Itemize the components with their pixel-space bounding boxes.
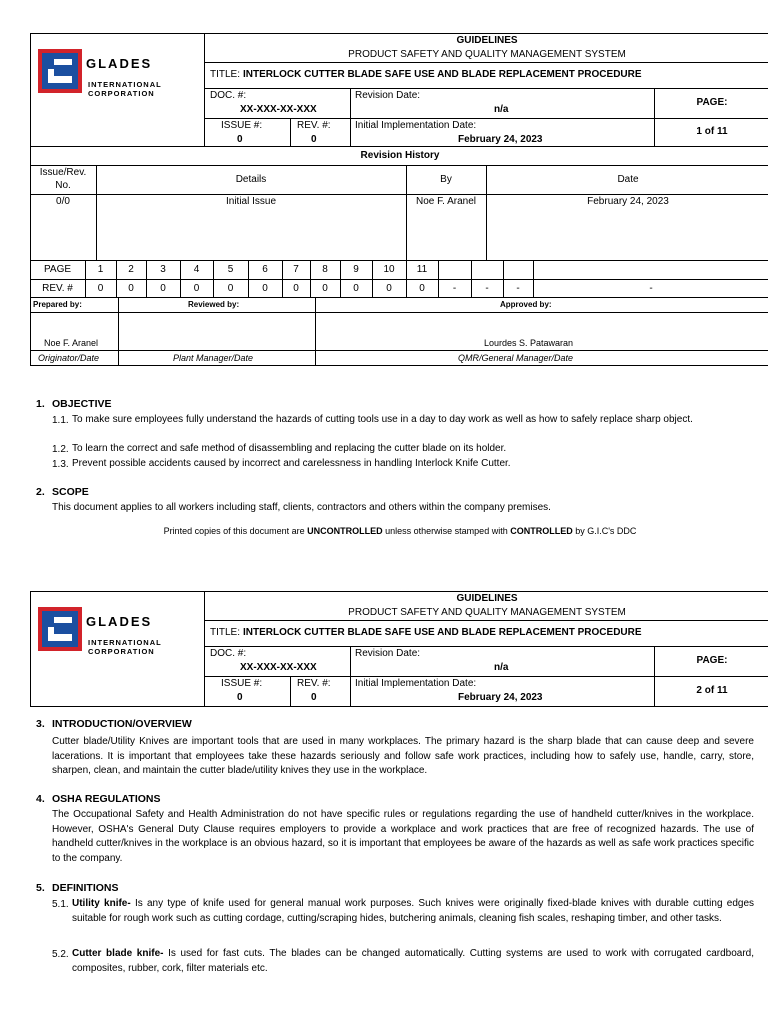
page-cell: 5 <box>227 264 234 275</box>
page-cell: 11 <box>416 264 428 275</box>
system-label: PRODUCT SAFETY AND QUALITY MANAGEMENT SYSTEM <box>348 49 626 60</box>
company-sub-2-2: CORPORATION <box>88 647 155 656</box>
page-cell: 7 <box>293 264 299 275</box>
approved-name: Lourdes S. Patawaran <box>484 338 574 348</box>
company-sub-1-2: INTERNATIONAL <box>88 638 162 647</box>
rev-cell: 0 <box>227 283 234 294</box>
impl-date-label-2: Initial Implementation Date: <box>355 678 477 689</box>
page-label: PAGE: <box>696 97 728 108</box>
rev-cell: 0 <box>386 283 392 294</box>
doc-number-value-2: XX-XXX-XX-XXX <box>240 662 317 673</box>
rev-cell: - <box>516 283 520 294</box>
company-name-2: GLADES <box>86 614 153 629</box>
revision-date-label-2: Revision Date: <box>355 648 421 659</box>
revision-date-value: n/a <box>494 104 509 115</box>
approved-by-label: Approved by: <box>500 300 552 309</box>
rev-label-2: REV. #: <box>297 678 331 689</box>
objective-item-1: To make sure employees fully understand the hazards of cutting tools use in a day to day work as well as how to safely replace sharp object. <box>72 414 693 425</box>
prepared-name: Noe F. Aranel <box>44 338 99 348</box>
notice-uncontrolled: UNCONTROLLED <box>307 526 383 536</box>
rev-cell: 0 <box>353 283 359 294</box>
definition-1-number: 5.1. <box>52 899 69 910</box>
issue-value-2: 0 <box>237 692 243 703</box>
definition-1-text: Is any type of knife used for general manual work purposes. Such knives were originally fixed-blade knives with durable cutting edges suitable for rough work such as cutting cordage, cutting/scraping hides, butchering animals, cleaning fish scales, reshaping timber, and other tasks. <box>72 898 755 924</box>
rev-cell: 0 <box>97 283 104 294</box>
page-cell: 1 <box>97 264 104 275</box>
objective-title: OBJECTIVE <box>52 398 112 410</box>
revision-history-title: Revision History <box>360 150 440 161</box>
impl-date-label: Initial Implementation Date: <box>355 120 477 131</box>
company-logo <box>38 49 82 93</box>
issue-label-2: ISSUE #: <box>221 678 263 689</box>
objective-number: 1. <box>36 398 45 410</box>
prepared-role: Originator/Date <box>38 353 100 363</box>
notice-mid: unless otherwise stamped with <box>382 526 511 536</box>
guidelines-label: GUIDELINES <box>456 35 518 46</box>
scope-text: This document applies to all workers including staff, clients, contractors and others within the company premises. <box>52 502 551 513</box>
revision-date-label: Revision Date: <box>355 90 421 101</box>
rev-cell: 0 <box>262 283 268 294</box>
row-details: Initial Issue <box>225 196 277 207</box>
rev-cell: 0 <box>322 283 328 294</box>
page-label-2: PAGE: <box>696 655 728 666</box>
doc-number-value: XX-XXX-XX-XXX <box>240 104 317 115</box>
rev-cell: 0 <box>128 283 134 294</box>
rev-label: REV. #: <box>297 120 331 131</box>
row-issue: 0/0 <box>56 196 70 207</box>
uncontrolled-notice <box>30 526 768 536</box>
objective-item-3-number: 1.3. <box>52 459 69 470</box>
definition-1-term: Utility knife- <box>72 898 131 909</box>
intro-number: 3. <box>36 718 45 730</box>
page-cell: 2 <box>128 264 134 275</box>
guidelines-label-2: GUIDELINES <box>456 593 518 604</box>
rev-cell: - <box>452 283 457 294</box>
rev-cell: - <box>485 283 489 294</box>
objective-item-1-number: 1.1. <box>52 415 69 426</box>
page-number: 1 of 11 <box>696 126 728 137</box>
scope-title: SCOPE <box>52 486 89 498</box>
doc-number-label-2: DOC. #: <box>210 648 247 659</box>
definition-1 <box>72 897 754 926</box>
rev-value-2: 0 <box>311 692 317 703</box>
definition-2-number: 5.2. <box>52 949 69 960</box>
page-number-2: 2 of 11 <box>696 685 728 696</box>
col-date: Date <box>617 174 639 185</box>
col-by: By <box>440 174 452 185</box>
col-issue-rev: Issue/Rev. No. <box>39 167 87 191</box>
page-cell: 10 <box>383 264 395 275</box>
title-label: TITLE: <box>210 69 241 80</box>
osha-title: OSHA REGULATIONS <box>52 793 161 805</box>
title-label-2: TITLE: <box>210 627 241 638</box>
rev-cell: 0 <box>193 283 200 294</box>
objective-item-2: To learn the correct and safe method of disassembling and replacing the cutter blade on its holder. <box>72 443 507 454</box>
doc-title: INTERLOCK CUTTER BLADE SAFE USE AND BLADE REPLACEMENT PROCEDURE <box>243 69 642 80</box>
col-details: Details <box>235 174 267 185</box>
notice-post: by G.I.C's DDC <box>572 526 637 536</box>
rev-cell: 0 <box>160 283 166 294</box>
doc-number-label: DOC. #: <box>210 90 247 101</box>
system-label-2: PRODUCT SAFETY AND QUALITY MANAGEMENT SYSTEM <box>348 607 626 618</box>
reviewed-role: Plant Manager/Date <box>173 353 254 363</box>
impl-date-value-2: February 24, 2023 <box>458 692 543 703</box>
company-logo-2 <box>38 607 82 651</box>
rev-cell: 0 <box>293 283 299 294</box>
definition-2-text: Is used for fast cuts. The blades can be changed automatically. Cutting systems are used to work with corrugated cardboard, composites, rubber, cork, filter materials etc. <box>72 948 754 974</box>
row-by: Noe F. Aranel <box>415 196 477 207</box>
objective-item-3: Prevent possible accidents caused by incorrect and carelessness in handling Interlock Knife Cutter. <box>72 458 511 469</box>
impl-date-value: February 24, 2023 <box>458 134 543 145</box>
definitions-title: DEFINITIONS <box>52 882 119 894</box>
reviewed-by-label: Reviewed by: <box>188 300 240 309</box>
doc-title-2: INTERLOCK CUTTER BLADE SAFE USE AND BLADE REPLACEMENT PROCEDURE <box>243 627 642 638</box>
rev-cell: - <box>649 283 653 294</box>
row-date: February 24, 2023 <box>587 196 669 207</box>
issue-label: ISSUE #: <box>221 120 263 131</box>
company-name: GLADES <box>86 56 153 71</box>
intro-text: Cutter blade/Utility Knives are important tools that are used in many workplaces. The primary hazard is the sharp blade that can cause deep and severe lacerations. It is important that employees take these hazards seriously and follow safe work practices, including how to safely use, handle, carry, store, sharpen, clean, and maintain the cutter blade/utility knives they use in the workplace. <box>52 736 754 776</box>
osha-text: The Occupational Safety and Health Administration do not have specific rules or regulations regarding the use of handheld cutter/knives in the workplace. However, OSHA's General Duty Clause requires employers to provide a workplace and work practices that are free of recognized hazards. The use of handheld cutter/knives in the workplace is an obvious hazard, so it is important that employees be aware of the hazards as well as safe work practices specific to the company. <box>52 809 754 864</box>
page-cell: 9 <box>353 264 359 275</box>
page-cell: 4 <box>193 264 200 275</box>
objective-item-2-number: 1.2. <box>52 444 69 455</box>
page-cell: 6 <box>262 264 268 275</box>
definition-2 <box>72 947 754 976</box>
rev-value: 0 <box>311 134 317 145</box>
page-cell: 3 <box>160 264 166 275</box>
page-row-label: PAGE <box>43 264 72 275</box>
approved-role: QMR/General Manager/Date <box>458 353 574 363</box>
intro-title: INTRODUCTION/OVERVIEW <box>52 718 192 730</box>
issue-value: 0 <box>237 134 243 145</box>
definitions-number: 5. <box>36 882 45 894</box>
rev-row-label: REV. # <box>42 283 73 294</box>
notice-pre: Printed copies of this document are <box>163 526 308 536</box>
scope-number: 2. <box>36 486 45 498</box>
definition-2-term: Cutter blade knife- <box>72 948 164 959</box>
company-sub-1: INTERNATIONAL <box>88 80 162 89</box>
prepared-by-label: Prepared by: <box>33 300 82 309</box>
company-sub-2: CORPORATION <box>88 89 155 98</box>
revision-date-value-2: n/a <box>494 662 509 673</box>
rev-cell: 0 <box>419 283 425 294</box>
page-cell: 8 <box>322 264 328 275</box>
notice-controlled: CONTROLLED <box>510 526 573 536</box>
osha-number: 4. <box>36 793 45 805</box>
